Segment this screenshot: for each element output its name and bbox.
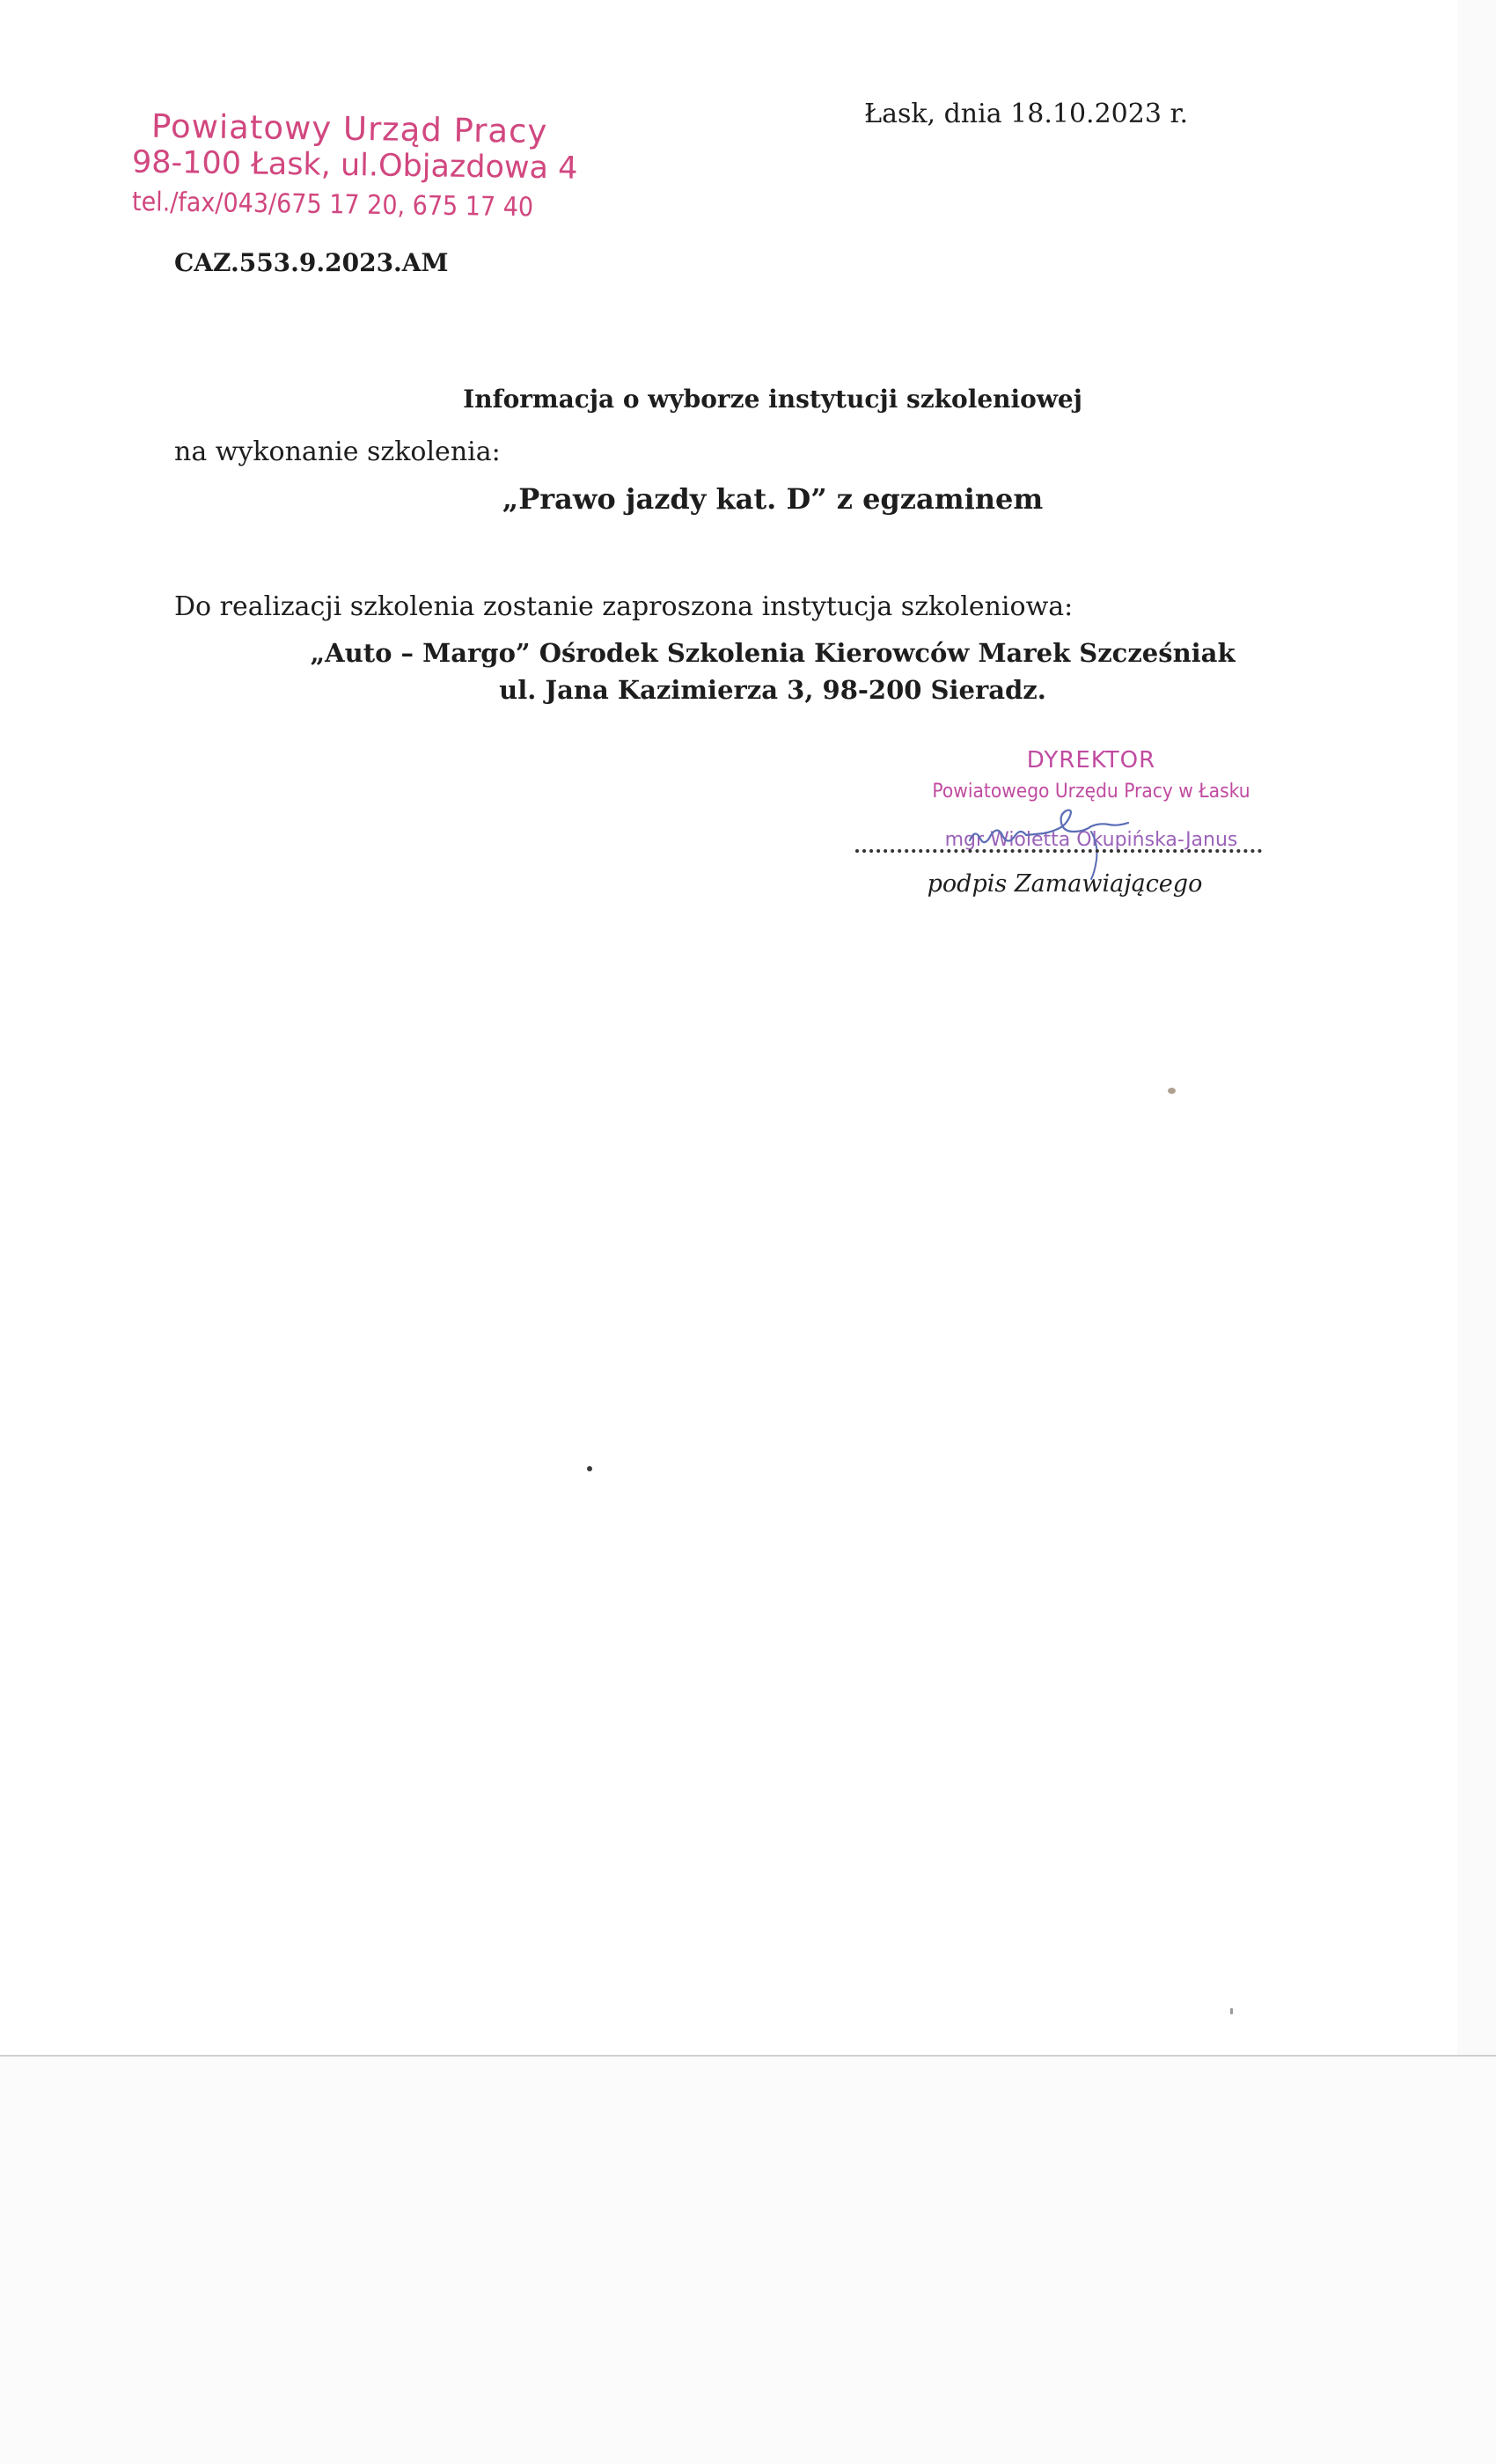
scan-background <box>0 2055 1496 2464</box>
director-stamp-name: mgr Wioletta Okupińska-Janus <box>944 828 1238 851</box>
signature-caption: podpis Zamawiającego <box>927 870 1203 898</box>
institution-address: ul. Jana Kazimierza 3, 98-200 Sieradz. <box>499 675 1046 705</box>
office-stamp-name: Powiatowy Urząd Pracy <box>150 106 548 151</box>
scan-speck <box>587 1466 592 1471</box>
scan-speck <box>1168 1088 1176 1094</box>
document-subtitle: na wykonanie szkolenia: <box>174 436 501 467</box>
signature-line <box>855 847 1262 853</box>
office-stamp-address: 98-100 Łask, ul.Objazdowa 4 <box>131 144 578 187</box>
course-name: „Prawo jazdy kat. D” z egzaminem <box>502 482 1044 516</box>
document-title: Informacja o wyborze instytucji szkoleniowej <box>463 385 1082 414</box>
reference-number: CAZ.553.9.2023.AM <box>174 248 449 277</box>
invitation-text: Do realizacji szkolenia zostanie zaproszona instytucja szkoleniowa: <box>174 591 1074 622</box>
office-stamp <box>131 106 578 223</box>
scan-speck <box>1230 2008 1233 2014</box>
document-date: Łask, dnia 18.10.2023 r. <box>864 99 1189 129</box>
institution-name: „Auto – Margo” Ośrodek Szkolenia Kierowców Marek Szcześniak <box>310 638 1236 668</box>
director-stamp-role: DYREKTOR <box>1026 747 1156 774</box>
office-stamp-phone: tel./fax/043/675 17 20, 675 17 40 <box>131 186 534 223</box>
director-stamp-office: Powiatowego Urzędu Pracy w Łasku <box>932 780 1250 803</box>
scan-edge <box>1457 0 1496 2055</box>
